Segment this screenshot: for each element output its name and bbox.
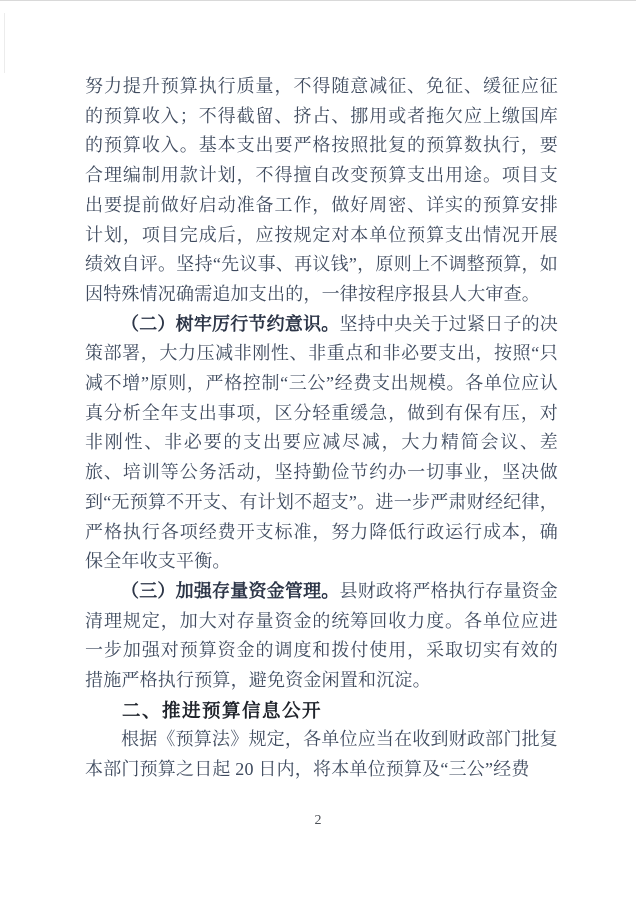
paragraph-budget-execution-continuation <box>85 72 558 310</box>
scan-edge-artifact <box>4 13 5 73</box>
paragraph-stock-funds-management <box>85 577 558 696</box>
paragraph-text: 县财政将严格执行存量资金清理规定，加大对存量资金的统筹回收力度。各单位应进一步加强对预算资金的调度和拨付使用，采取切实有效的措施严格执行预算，避免资金闲置和沉淀。 <box>85 580 558 691</box>
paragraph-text: 努力提升预算执行质量，不得随意减征、免征、缓征应征的预算收入；不得截留、挤占、挪用或者拖欠应上缴国库的预算收入。基本支出要严格按照批复的预算数执行，要合理编制用款计划，不得擅自改变预算支出用途。项目支出要提前做好启动准备工作，做好周密、详实的预算安排计划，项目完成后，应按规定对本单位预算支出情况开展绩效自评。坚持“先议事、再议钱”，原则上不调整预算，如因特殊情况确需追加支出的，一律按程序报县人大审查。 <box>85 76 558 304</box>
paragraph-bold-lead: （二）树牢厉行节约意识。 <box>121 313 340 334</box>
section-heading-budget-info-disclosure: 二、推进预算信息公开 <box>122 699 323 721</box>
paragraph-text: 根据《预算法》规定，各单位应当在收到财政部门批复本部门预算之日起 20 日内，将本单位预算及“三公”经费 <box>85 729 558 780</box>
document-body <box>85 72 558 785</box>
paragraph-bold-lead: （三）加强存量资金管理。 <box>121 580 340 601</box>
paragraph-text: 坚持中央关于过紧日子的决策部署，大力压减非刚性、非重点和非必要支出，按照“只减不增”原则，严格控制“三公”经费支出规模。各单位应认真分析全年支出事项，区分轻重缓急，做到有保有压，对非刚性、非必要的支出要应减尽减，大力精简会议、差旅、培训等公务活动，坚持勤俭节约办一切事业，坚决做到“无预算不开支、有计划不超支”。进一步严肃财经纪律，严格执行各项经费开支标准，努力降低行政运行成本，确保全年收支平衡。 <box>85 313 558 572</box>
page-number: 2 <box>314 813 322 828</box>
paragraph-thrift-awareness <box>85 310 558 577</box>
paragraph-budget-law-disclosure <box>85 725 558 784</box>
